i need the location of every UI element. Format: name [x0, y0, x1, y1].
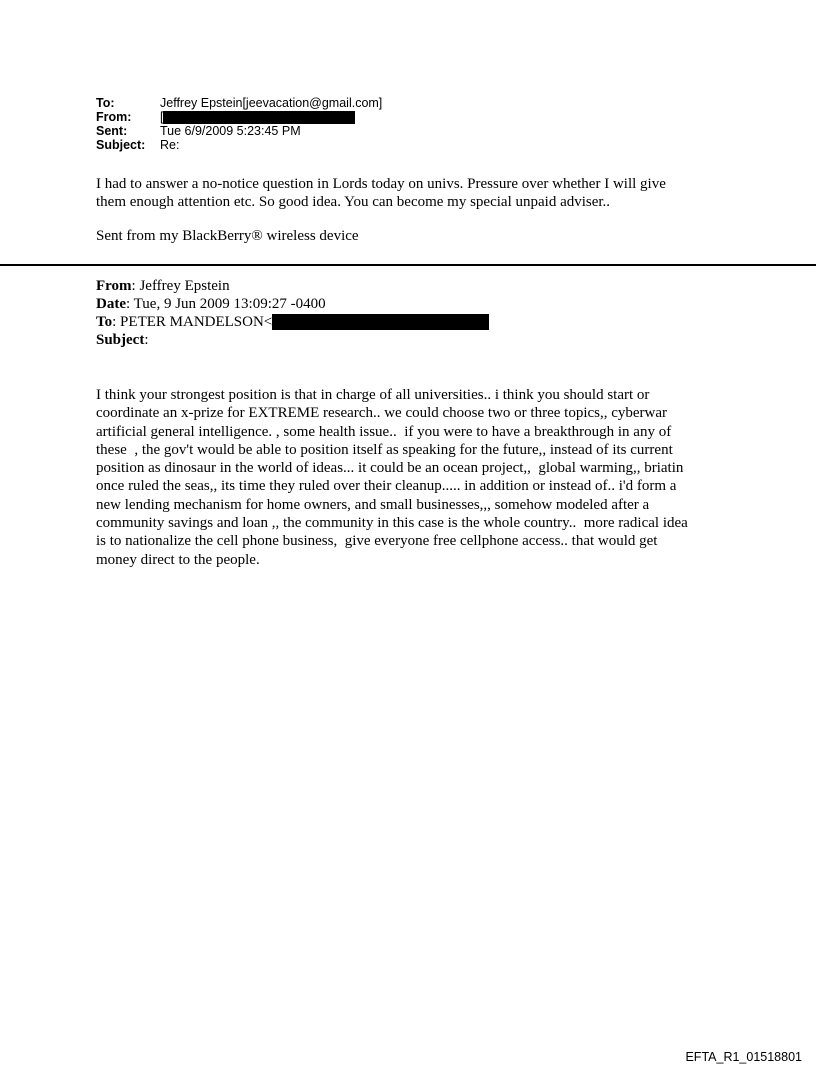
quoted-body-line: artificial general intelligence. , some health issue.. if you were to have a breakthrough in any of: [96, 423, 672, 440]
reply-message: [96, 175, 736, 211]
reply-line: them enough attention etc. So good idea. You can become my special unpaid adviser..: [96, 194, 611, 210]
from-prefix: [: [160, 110, 164, 124]
reply-line: I had to answer a no-notice question in Lords today on univs. Pressure over whether I will give: [96, 176, 666, 192]
quoted-body-line: is to nationalize the cell phone business, give everyone free cellphone access.. that would get: [96, 533, 658, 550]
email-header: [96, 96, 382, 152]
sent-row: [96, 124, 382, 138]
to-redaction: [272, 314, 489, 330]
to-row: [96, 96, 382, 110]
quoted-subject-value: :: [144, 332, 149, 348]
quoted-subject-line: [96, 331, 489, 349]
quoted-from-label: From: [96, 278, 132, 294]
quoted-body-line: I think your strongest position is that in charge of all universities.. i think you should start or: [96, 387, 650, 403]
quoted-body-line: new lending mechanism for home owners, and small businesses,,, somehow modeled after a: [96, 496, 650, 513]
quoted-body-line: coordinate an x-prize for EXTREME research.. we could choose two or three topics,, cyberwar: [96, 405, 668, 422]
quoted-to-line: [96, 313, 489, 331]
signature: Sent from my BlackBerry® wireless device: [96, 228, 359, 244]
sent-label: Sent:: [96, 124, 128, 138]
to-value: Jeffrey Epstein[jeevacation@gmail.com]: [160, 96, 383, 110]
quoted-date-label: Date: [96, 296, 126, 312]
quoted-subject-label: Subject: [96, 332, 145, 348]
quoted-date-line: [96, 295, 489, 313]
from-row: [96, 110, 382, 124]
document-id: EFTA_R1_01518801: [685, 1050, 802, 1064]
quoted-to-value: : PETER MANDELSON<: [112, 314, 273, 330]
quoted-to-label: To: [96, 314, 113, 330]
quoted-date-value: : Tue, 9 Jun 2009 13:09:27 -0400: [126, 296, 326, 312]
quoted-body-line: money direct to the people.: [96, 551, 260, 568]
quoted-from-value: : Jeffrey Epstein: [131, 278, 230, 294]
divider: [0, 264, 816, 266]
sent-value: Tue 6/9/2009 5:23:45 PM: [160, 124, 301, 138]
quoted-body: [96, 386, 726, 569]
quoted-body-line: once ruled the seas,, its time they ruled over their cleanup..... in addition or instead of.. i'd form a: [96, 478, 677, 495]
quoted-header: [96, 277, 489, 349]
subject-row: [96, 138, 382, 152]
quoted-body-line: position as dinosaur in the world of ideas... it could be an ocean project,, global warming,, briatin: [96, 460, 684, 477]
quoted-from-line: [96, 277, 489, 295]
to-label: To:: [96, 96, 115, 110]
subject-label: Subject:: [96, 138, 146, 152]
from-label: From:: [96, 110, 132, 124]
from-redaction: [163, 111, 355, 124]
subject-value: Re:: [160, 138, 180, 152]
quoted-body-line: these , the gov't would be able to position itself as speaking for the future,, instead of its current: [96, 441, 673, 458]
quoted-body-line: community savings and loan ,, the community in this case is the whole country.. more radical idea: [96, 515, 688, 532]
